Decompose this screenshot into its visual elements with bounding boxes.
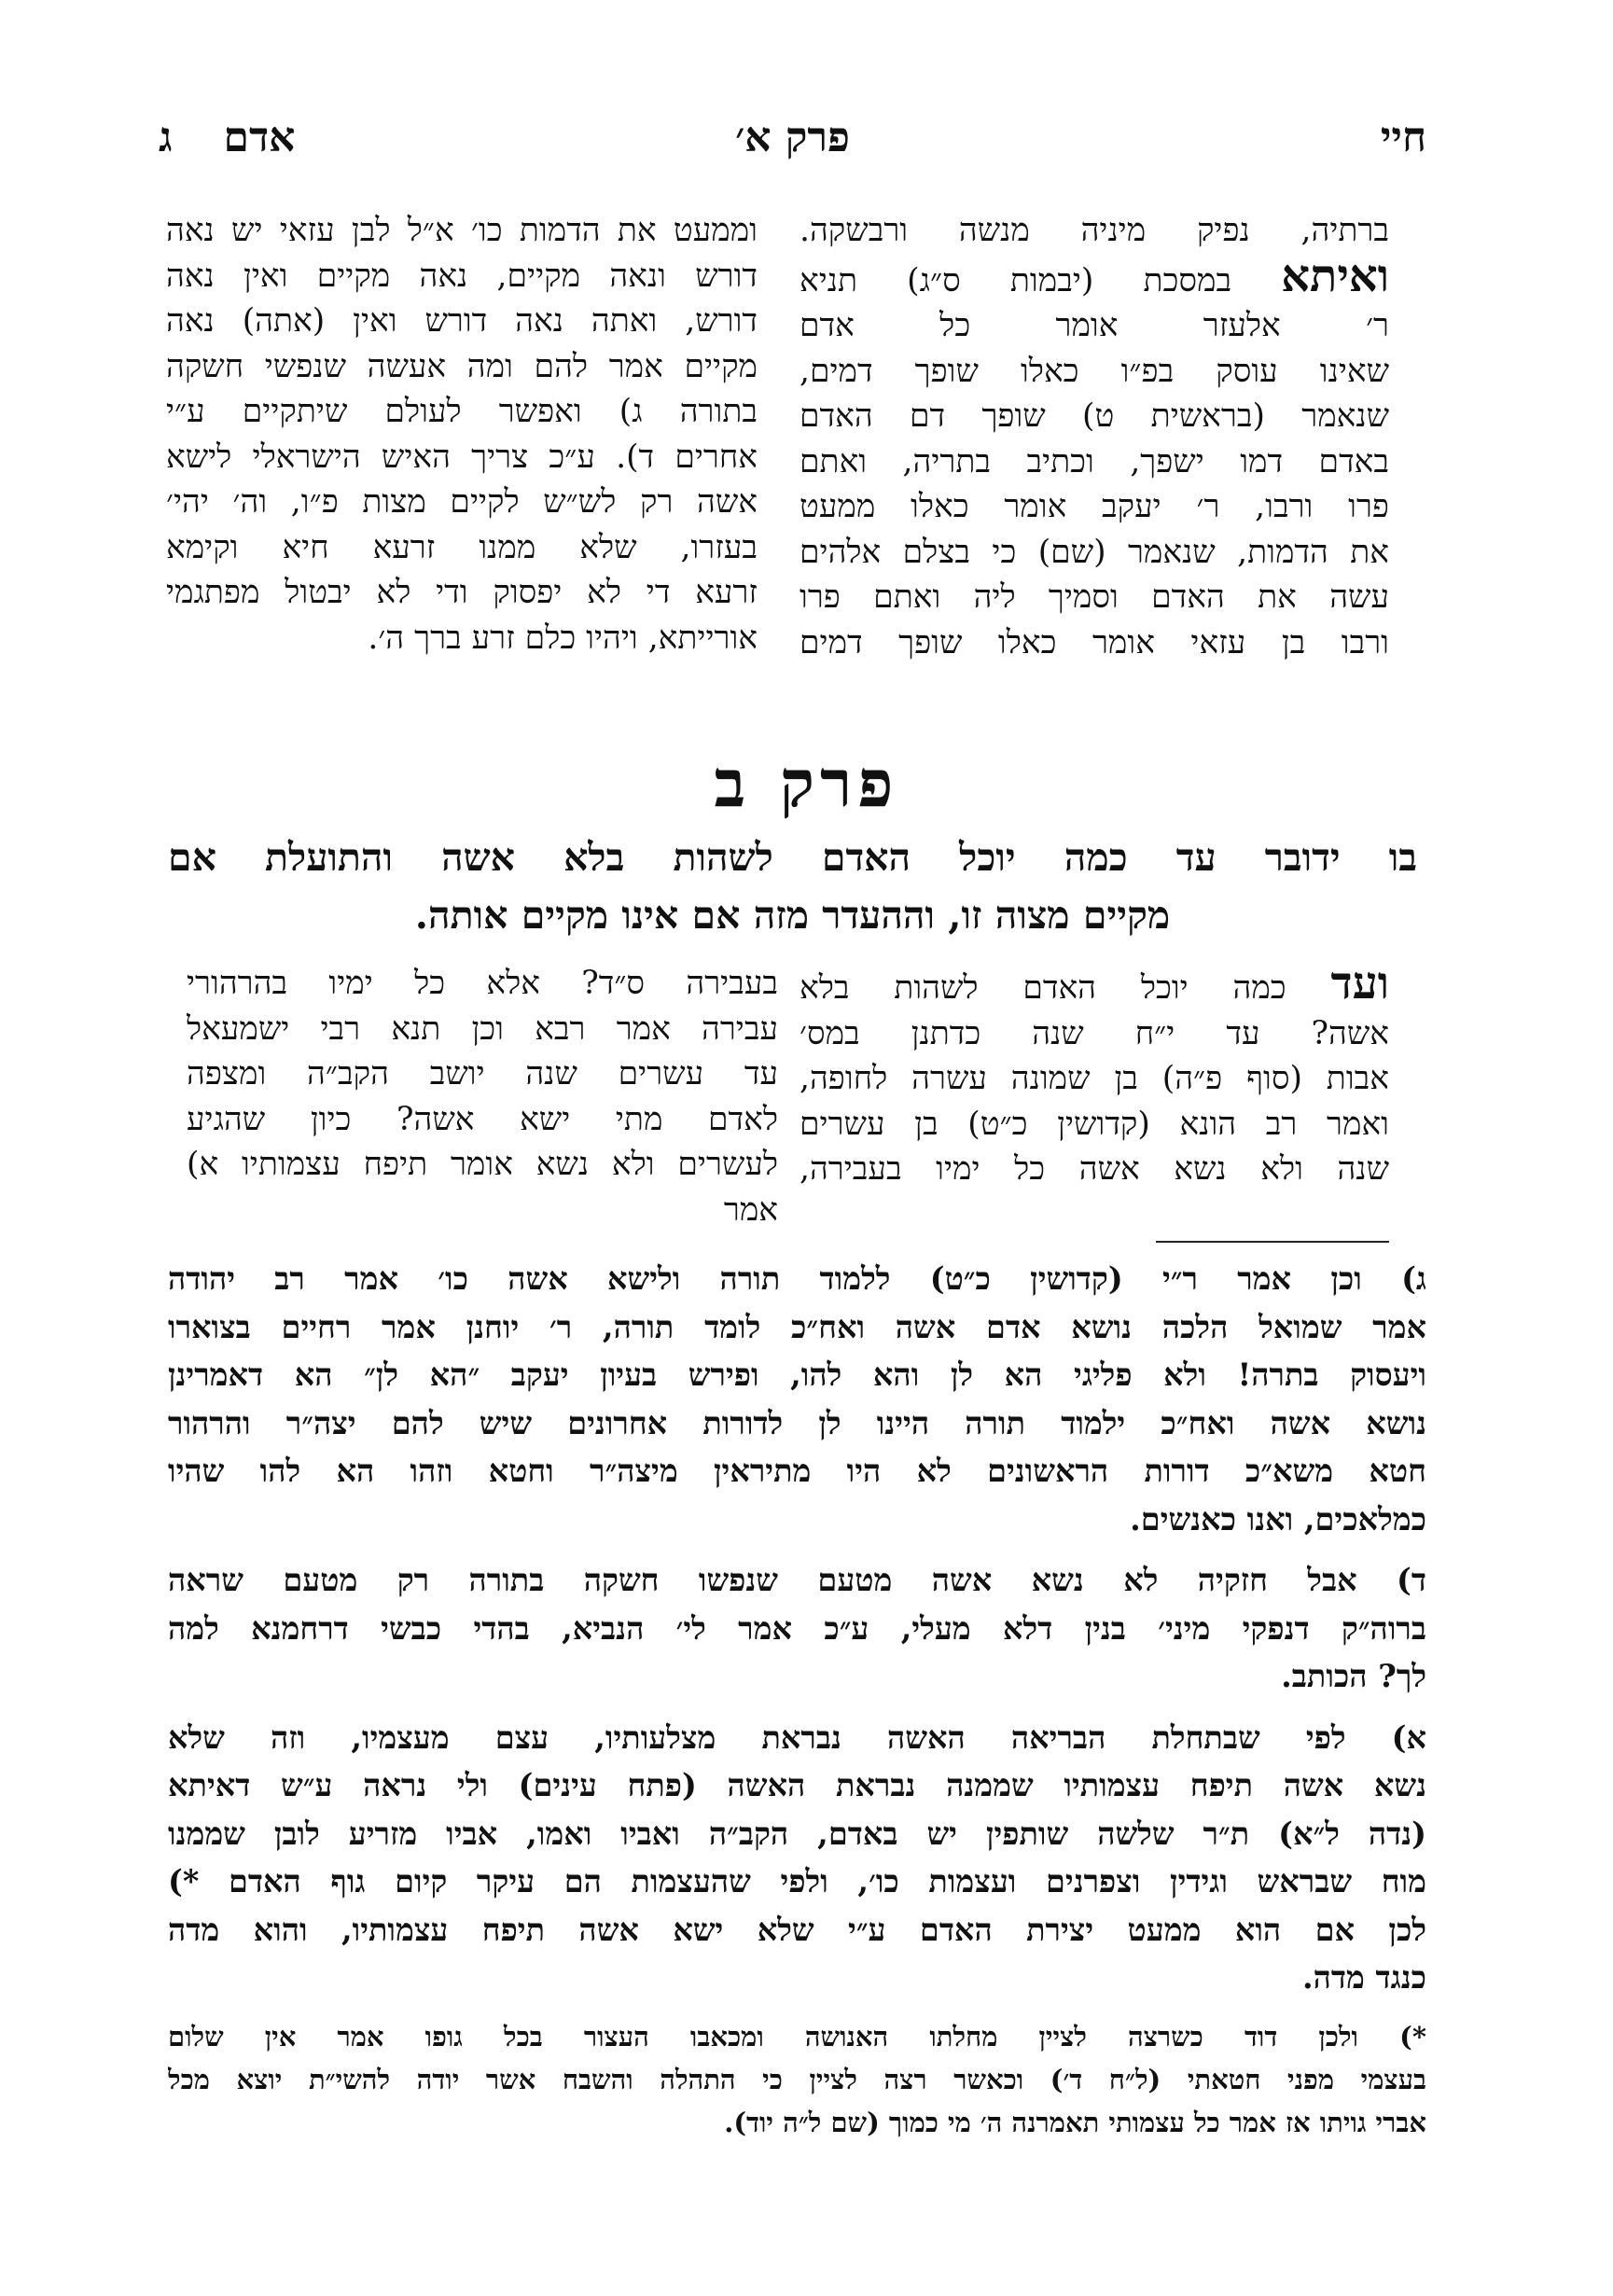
- summary-line: מקיים מצוה זו, וההעדר מזה אם אינו מקיים אותה.: [414, 893, 1171, 938]
- text-line: דורש ונאה מקיים, נאה מקיים ואין נאה: [166, 257, 758, 295]
- running-head: [159, 110, 1426, 175]
- text-line: עבירה אמר רבא וכן תנא רבי ישמעאל: [187, 1009, 778, 1048]
- note-line: ויעסוק בתרה! ולא פליגי הא לן והא להו, ופירש בעיון יעקב ״הא לן״ הא דאמרינן: [168, 1357, 1426, 1393]
- text-line: שנה ולא נשא אשה כל ימיו בעבירה,: [800, 1150, 1389, 1188]
- mid-left-column: [187, 961, 778, 1232]
- note-line: לך? הכותב.: [1281, 1658, 1426, 1694]
- running-head-book-title: חיי: [1380, 114, 1426, 161]
- text-line: אשה רק לש״ש לקיים מצות פ״ו, וה׳ יהי׳: [166, 483, 758, 521]
- text-line: אורייתא, ויהיו כלם זרע ברך ה׳.: [368, 619, 758, 657]
- text-line: את הדמות, שנאמר (שם) כי בצלם אלהים: [800, 533, 1389, 571]
- text-line: אשה? עד י״ח שנה כדתנן במס׳: [800, 1014, 1389, 1052]
- text-line: עשה את האדם וסמיך ליה ואתם פרו: [800, 578, 1389, 616]
- top-right-column: [800, 208, 1389, 665]
- note-line: ג) וכן אמר ר״י (קדושין כ״ט) ללמוד תורה ולישא אשה כו׳ אמר רב יהודה: [168, 1260, 1426, 1297]
- note-line: מוח שבראש וגידין וצפרנים ועצמות כו׳, ולפי שהעצמות הם עיקר קיום גוף האדם *): [168, 1863, 1426, 1899]
- note-line: כנגד מדה.: [1301, 1959, 1426, 1996]
- page-number: ג: [159, 114, 173, 161]
- footnote-asterisk: [168, 2015, 1426, 2144]
- text-line: זרעא די לא יפסוק ודי לא יבטול מפתגמי: [166, 574, 758, 611]
- text-line: ורבו בן עזאי אומר כאלו שופך דמים: [800, 623, 1389, 661]
- note-line: בעצמי מפני חטאתי (ל״ח ד׳) וכאשר רצה לציין כי התהלה והשבח אשר יודה להשי״ת יוצא מכל: [168, 2063, 1426, 2095]
- text-line: עד עשרים שנה יושב הקב״ה ומצפה: [187, 1055, 778, 1092]
- text-line: ברתיה, נפיק מיניה מנשה ורבשקה.: [800, 212, 1389, 249]
- text-line: בתורה ג) ואפשר לעולם שיתקיים ע״י: [166, 393, 758, 430]
- text-line: לעשרים ולא נשא אומר תיפח עצמותיו א): [187, 1146, 778, 1183]
- note-line: *) ולכן דוד כשרצה לציין מחלתו האנושה ומכאבו העצור בכל גופו אמר אין שלום: [168, 2020, 1426, 2052]
- note-line: ברוה״ק דנפקי מיני׳ בנין דלא מעלי, ע״כ אמר לי׳ הנביא, בהדי כבשי דרחמנא למה: [168, 1609, 1426, 1647]
- chapter-summary: [168, 828, 1417, 944]
- text-line: וממעט את הדמות כו׳ א״ל לבן עזאי יש נאה: [166, 212, 758, 249]
- note-line: חטא משא״כ דורות הראשונים לא היו מתיראין מיצה״ר וחטא וזהו הא להו שהיו: [168, 1453, 1426, 1489]
- text-line: בעזרו, שלא ממנו זרעא חיא וקימא: [166, 528, 758, 566]
- note-line: אמר שמואל הלכה נושא אדם אשה ואח״כ לומד תורה, ר׳ יוחנן אמר רחיים בצוארו: [168, 1308, 1426, 1345]
- text-line: שנאמר (בראשית ט) שופך דם האדם: [800, 397, 1389, 435]
- text-line: ואמר רב הונא (קדושין כ״ט) בן עשרים: [800, 1105, 1389, 1143]
- text-line: מקיים אמר להם ומה אעשה שנפשי חשקה: [166, 347, 758, 385]
- text-line: באדם דמו ישפך, וכתיב בתריה, ואתם: [800, 442, 1389, 480]
- text-line: פרו ורבו, ר׳ יעקב אומר כאלו ממעט: [800, 488, 1389, 525]
- text-line: אבות (סוף פ״ה) בן שמונה עשרה לחופה,: [800, 1060, 1389, 1097]
- chapter-title: פרק ב: [714, 744, 899, 822]
- dropword: ועד: [1330, 961, 1389, 1009]
- footnote-dalet: [168, 1556, 1426, 1701]
- text-line: בעבירה ס״ד? אלא כל ימיו בהרהורי: [187, 965, 778, 1002]
- running-head-chapter: פרק א׳: [735, 114, 850, 161]
- text-line: אחרים ד). ע״כ צריך האיש הישראלי לישא: [166, 438, 758, 476]
- text-line: לאדם מתי ישא אשה? כיון שהגיע: [187, 1100, 778, 1138]
- mid-right-column: [800, 961, 1389, 1192]
- note-line: כמלאכים, ואנו כאנשים.: [1130, 1500, 1426, 1538]
- footnotes: [168, 1255, 1426, 2157]
- footnote-gimel: [168, 1255, 1426, 1543]
- catchword: אמר: [723, 1190, 778, 1229]
- text-line: דורש, ואתה נאה דורש ואין (אתה) נאה: [166, 302, 758, 340]
- note-line: אברי גויתו אז אמר כל עצמותי תאמרנה ה׳ מי כמוך (שם ל״ה יוד).: [724, 2106, 1426, 2138]
- running-head-word: אדם: [223, 114, 296, 161]
- text-line: ועד כמה יוכל האדם לשהות בלא: [800, 961, 1389, 1011]
- note-line: ד) אבל חזקיה לא נשא אשה מטעם שנפשו חשקה בתורה רק מטעם שראה: [168, 1562, 1426, 1598]
- footnote-alef: [168, 1714, 1426, 2002]
- note-line: (נדה ל״א) ת״ר שלשה שותפין יש באדם, הקב״ה ואביו ואמו, אביו מזריע לובן שממנו: [168, 1815, 1426, 1852]
- note-line: א) לפי שבתחלת הבריאה האשה נבראת מצלעותיו, עצם מעצמיו, וזה שלא: [168, 1719, 1426, 1756]
- note-line: נשא אשה תיפח עצמותיו שממנה נבראת האשה (פתח עינים) ולי נראה ע״ש דאיתא: [168, 1767, 1426, 1803]
- dropword: ואיתא: [1281, 253, 1389, 302]
- summary-line: בו ידובר עד כמה יוכל האדם לשהות בלא אשה והתועלת אם: [168, 835, 1417, 880]
- text-line: שאינו עוסק בפ״ו כאלו שופך דמים,: [800, 352, 1389, 390]
- text-line: ואיתא במסכת (יבמות ס״ג) תניא: [800, 254, 1389, 304]
- note-line: לכן אם הוא ממעט יצירת האדם ע״י שלא ישא אשה תיפח עצמותיו, והוא מדה: [168, 1911, 1426, 1948]
- running-head-page-group: [159, 110, 295, 166]
- top-left-column: [166, 208, 758, 661]
- footnote-divider: [1156, 1241, 1389, 1243]
- note-line: נושא אשה ואח״כ ילמוד תורה היינו לן לדורות אחרונים שיש להם יצה״ר והרהור: [168, 1404, 1426, 1441]
- text-line: ר׳ אלעזר אומר כל אדם: [800, 307, 1389, 344]
